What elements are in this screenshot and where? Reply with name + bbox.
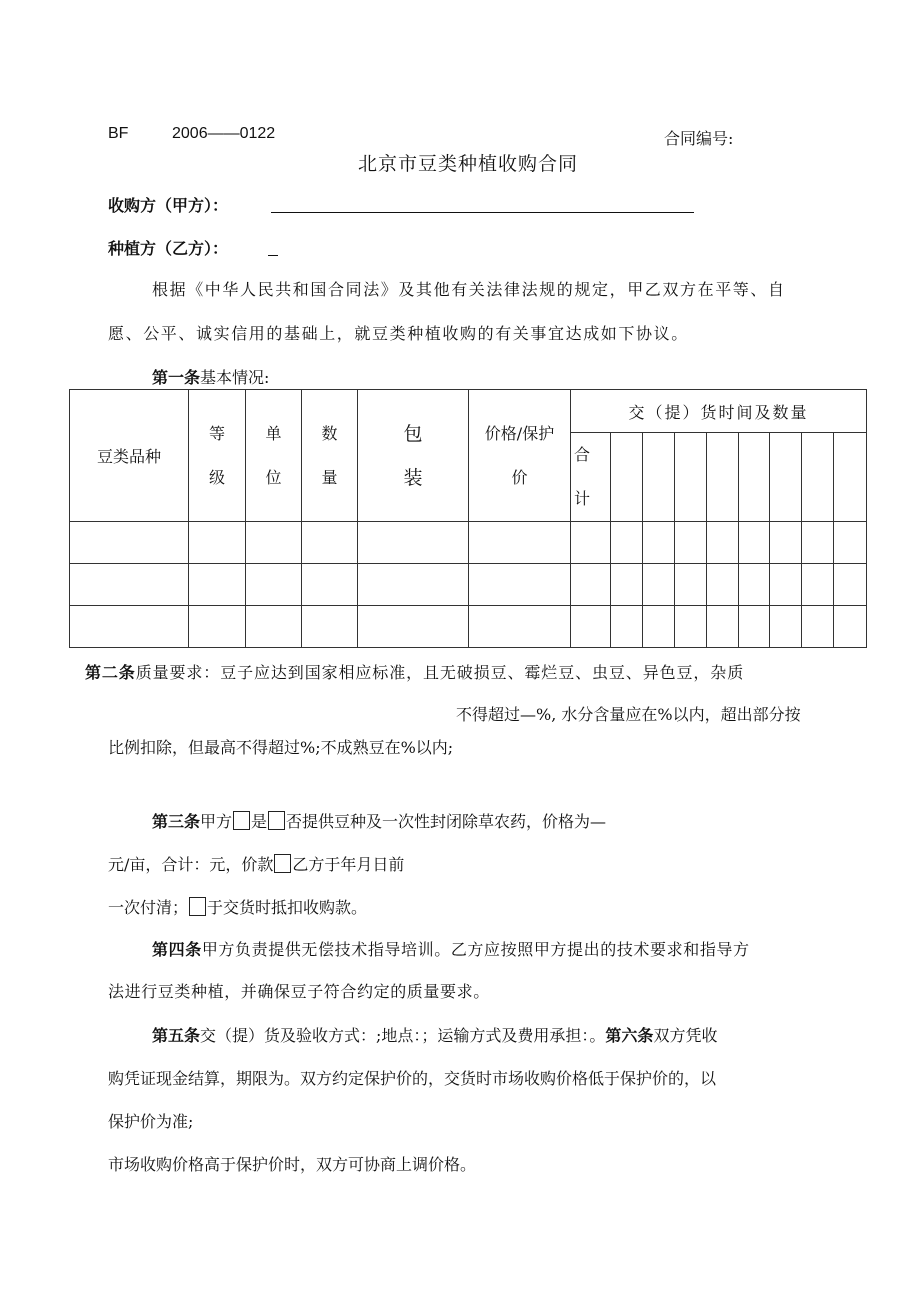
header-total: 合 计 bbox=[571, 433, 611, 522]
article-3-line-1: 第三条甲方 是 否提供豆种及一次性封闭除草农药，价格为— bbox=[152, 812, 607, 831]
table-cell[interactable] bbox=[611, 606, 643, 648]
article-2-title: 第二条 bbox=[85, 663, 136, 682]
table-cell[interactable] bbox=[70, 564, 189, 606]
header-price: 价格/保护 价 bbox=[469, 390, 571, 522]
table-cell[interactable] bbox=[611, 564, 643, 606]
article-2-line-3: 比例扣除，但最高不得超过%;不成熟豆在%以内; bbox=[108, 738, 454, 757]
checkbox-prepay[interactable] bbox=[274, 854, 291, 873]
delivery-col-8 bbox=[834, 433, 867, 522]
table-cell[interactable] bbox=[246, 564, 302, 606]
article-4-line-2: 法进行豆类种植，并确保豆子符合约定的质量要求。 bbox=[108, 982, 490, 1001]
article-4-line-1: 第四条甲方负责提供无偿技术指导培训。乙方应按照甲方提出的技术要求和指导方 bbox=[152, 940, 750, 959]
table-cell[interactable] bbox=[302, 522, 358, 564]
table-row bbox=[70, 564, 867, 606]
table-cell[interactable] bbox=[707, 606, 739, 648]
table-cell[interactable] bbox=[802, 522, 834, 564]
table-cell[interactable] bbox=[834, 522, 867, 564]
header-unit: 单 位 bbox=[246, 390, 302, 522]
table-row bbox=[70, 522, 867, 564]
table-cell[interactable] bbox=[834, 606, 867, 648]
buyer-field[interactable] bbox=[271, 192, 694, 213]
article-1-text: 基本情况: bbox=[200, 368, 270, 387]
basic-info-table bbox=[69, 389, 867, 648]
table-cell[interactable] bbox=[70, 606, 189, 648]
article-3-title: 第三条 bbox=[152, 812, 201, 831]
checkbox-no[interactable] bbox=[268, 811, 285, 830]
table-cell[interactable] bbox=[571, 606, 611, 648]
header-delivery-group: 交（提）货时间及数量 bbox=[571, 390, 867, 433]
table-row bbox=[70, 606, 867, 648]
article-5-title: 第五条 bbox=[152, 1026, 201, 1045]
table-cell[interactable] bbox=[834, 564, 867, 606]
table-cell[interactable] bbox=[302, 606, 358, 648]
checkbox-yes[interactable] bbox=[233, 811, 250, 830]
article-4-title: 第四条 bbox=[152, 940, 202, 959]
table-cell[interactable] bbox=[571, 522, 611, 564]
table-cell[interactable] bbox=[189, 564, 246, 606]
table-cell[interactable] bbox=[358, 522, 469, 564]
header-grade: 等 级 bbox=[189, 390, 246, 522]
code-prefix: BF bbox=[108, 125, 129, 142]
table-cell[interactable] bbox=[469, 522, 571, 564]
preamble-line-2: 愿、公平、诚实信用的基础上，就豆类种植收购的有关事宜达成如下协议。 bbox=[108, 324, 689, 343]
article-6-title: 第六条 bbox=[605, 1026, 654, 1045]
table-cell[interactable] bbox=[189, 606, 246, 648]
header-quantity: 数 量 bbox=[302, 390, 358, 522]
article-2-line-1: 第二条质量要求：豆子应达到国家相应标准，且无破损豆、霉烂豆、虫豆、异色豆，杂质 bbox=[85, 663, 745, 682]
table-cell[interactable] bbox=[469, 564, 571, 606]
buyer-label: 收购方（甲方）： bbox=[108, 196, 229, 215]
delivery-col-7 bbox=[802, 433, 834, 522]
code-number: 2006——0122 bbox=[172, 125, 276, 142]
table-cell[interactable] bbox=[739, 522, 770, 564]
table-cell[interactable] bbox=[739, 606, 770, 648]
article-3-line-3: 一次付清； 于交货时抵扣收购款。 bbox=[108, 898, 368, 917]
table-cell[interactable] bbox=[246, 522, 302, 564]
table-cell[interactable] bbox=[675, 606, 707, 648]
table-cell[interactable] bbox=[675, 564, 707, 606]
article-6-line-4: 市场收购价格高于保护价时，双方可协商上调价格。 bbox=[108, 1155, 477, 1174]
delivery-col-1 bbox=[611, 433, 643, 522]
table-cell[interactable] bbox=[571, 564, 611, 606]
table-cell[interactable] bbox=[802, 606, 834, 648]
checkbox-deduct[interactable] bbox=[189, 897, 206, 916]
article-6-line-3: 保护价为准; bbox=[108, 1112, 194, 1131]
table-cell[interactable] bbox=[675, 522, 707, 564]
table-cell[interactable] bbox=[70, 522, 189, 564]
table-cell[interactable] bbox=[611, 522, 643, 564]
table-cell[interactable] bbox=[707, 564, 739, 606]
table-cell[interactable] bbox=[302, 564, 358, 606]
table-cell[interactable] bbox=[770, 606, 802, 648]
article-6-line-2: 购凭证现金结算，期限为。双方约定保护价的，交货时市场收购价格低于保护价的，以 bbox=[108, 1069, 717, 1088]
table-cell[interactable] bbox=[770, 564, 802, 606]
table-cell[interactable] bbox=[707, 522, 739, 564]
table-cell[interactable] bbox=[643, 606, 675, 648]
table-cell[interactable] bbox=[189, 522, 246, 564]
article-1-heading bbox=[152, 365, 269, 388]
grower-label: 种植方（乙方）： bbox=[108, 239, 229, 258]
table-cell[interactable] bbox=[802, 564, 834, 606]
table-cell[interactable] bbox=[770, 522, 802, 564]
table-cell[interactable] bbox=[643, 522, 675, 564]
table-cell[interactable] bbox=[358, 564, 469, 606]
delivery-col-2 bbox=[643, 433, 675, 522]
page-title: 北京市豆类种植收购合同 bbox=[358, 153, 579, 175]
article-3-line-2: 元/亩，合计：元，价款 乙方于年月日前 bbox=[108, 855, 405, 874]
article-5-6-line-1: 第五条交（提）货及验收方式：;地点：；运输方式及费用承担：。第六条双方凭收 bbox=[152, 1026, 718, 1045]
preamble-line-1: 根据《中华人民共和国合同法》及其他有关法律法规的规定，甲乙双方在平等、自 bbox=[152, 280, 786, 299]
grower-field[interactable] bbox=[268, 237, 278, 256]
header-variety: 豆类品种 bbox=[70, 390, 189, 522]
header-packaging: 包 装 bbox=[358, 390, 469, 522]
delivery-col-3 bbox=[675, 433, 707, 522]
contract-no-label: 合同编号: bbox=[664, 129, 734, 148]
table-cell[interactable] bbox=[358, 606, 469, 648]
article-2-line-2: 不得超过—%, 水分含量应在%以内，超出部分按 bbox=[456, 705, 801, 724]
table-cell[interactable] bbox=[643, 564, 675, 606]
table-cell[interactable] bbox=[246, 606, 302, 648]
delivery-col-5 bbox=[739, 433, 770, 522]
table-cell[interactable] bbox=[739, 564, 770, 606]
table-cell[interactable] bbox=[469, 606, 571, 648]
delivery-col-6 bbox=[770, 433, 802, 522]
delivery-col-4 bbox=[707, 433, 739, 522]
article-1-title: 第一条 bbox=[152, 368, 201, 387]
